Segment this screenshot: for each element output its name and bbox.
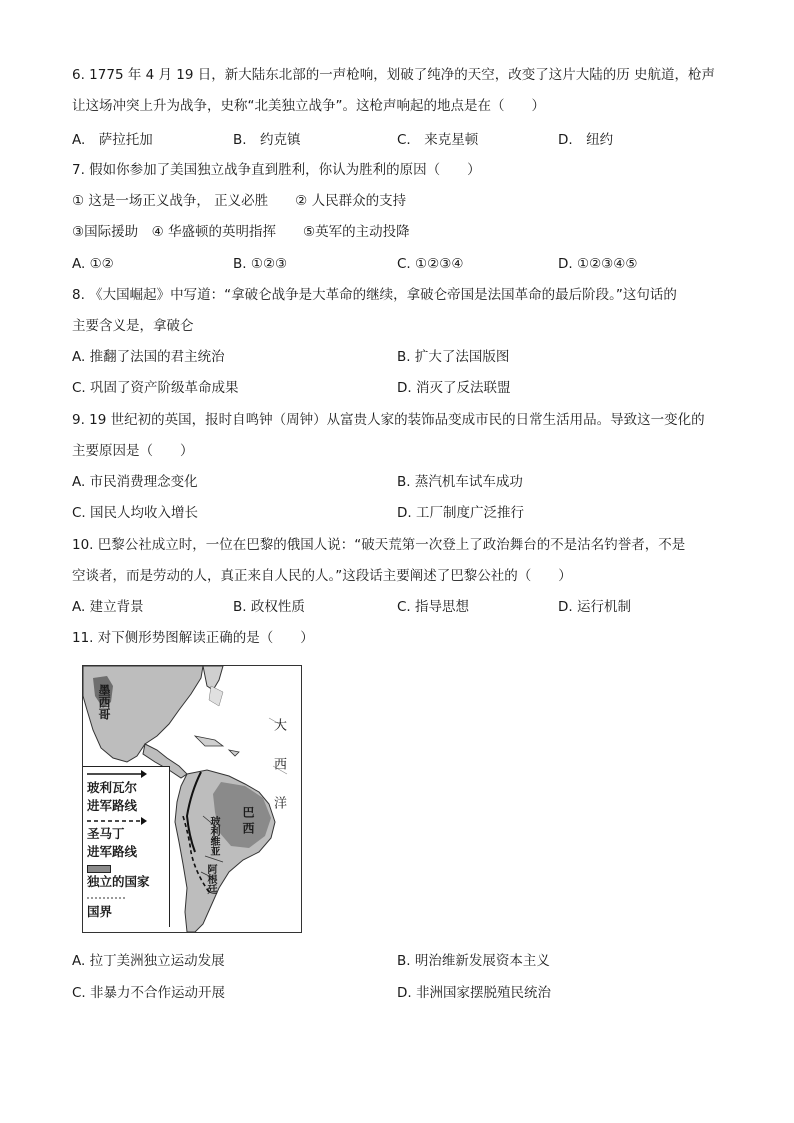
legend-border-label: 国界: [87, 904, 113, 919]
q8-option-b[interactable]: B. 扩大了法国版图: [397, 349, 510, 365]
q10-option-c[interactable]: C. 指导思想: [397, 599, 470, 615]
map-legend: [83, 766, 170, 927]
q8-stem-line1: 8. 《大国崛起》中写道：“拿破仑战争是大革命的继续，拿破仑帝国是法国革命的最后阶段。”这句话的: [72, 287, 677, 303]
q8-options-row2: [72, 379, 732, 397]
q10-option-a[interactable]: A. 建立背景: [72, 599, 144, 615]
q6-option-c[interactable]: C. 来克星顿: [397, 132, 479, 148]
q10-options: [72, 598, 732, 616]
independent-country-swatch-icon: [87, 865, 111, 873]
bolivar-route-arrow-icon: [87, 770, 147, 778]
q9-options-row2: [72, 504, 732, 522]
q8-options-row1: [72, 348, 732, 366]
q9-options-row1: [72, 473, 732, 491]
q9-stem-line1: 9. 19 世纪初的英国，报时自鸣钟（周钟）从富贵人家的装饰品变成市民的日常生活用品。导致这一变化的: [72, 412, 705, 428]
q11-stem: 11. 对下侧形势图解读正确的是（ ）: [72, 630, 314, 646]
q11-option-c[interactable]: C. 非暴力不合作运动开展: [72, 985, 226, 1001]
q8-option-d[interactable]: D. 消灭了反法联盟: [397, 380, 511, 396]
q9-option-b[interactable]: B. 蒸汽机车试车成功: [397, 474, 523, 490]
q6-options: [72, 131, 732, 149]
q6-option-d[interactable]: D. 纽约: [558, 132, 614, 148]
q6-option-a[interactable]: A. 萨拉托加: [72, 132, 153, 148]
q7-stem-line3: ③国际援助 ④ 华盛顿的英明指挥 ⑤英军的主动投降: [72, 224, 410, 240]
q9-option-d[interactable]: D. 工厂制度广泛推行: [397, 505, 524, 521]
q7-stem-line2: ① 这是一场正义战争， 正义必胜 ② 人民群众的支持: [72, 193, 407, 209]
q6-stem-line2: 让这场冲突上升为战争，史称“北美独立战争”。这枪声响起的地点是在（ ）: [72, 98, 545, 114]
q10-option-b[interactable]: B. 政权性质: [233, 599, 305, 615]
legend-bolivar-label1: 玻利瓦尔: [87, 780, 138, 795]
q10-option-d[interactable]: D. 运行机制: [558, 599, 631, 615]
san-martin-route-arrow-icon: [87, 817, 147, 825]
legend-independent-label: 独立的国家: [87, 874, 150, 889]
legend-san-martin-label1: 圣马丁: [87, 826, 125, 841]
latin-america-map: [82, 665, 302, 933]
q8-option-c[interactable]: C. 巩固了资产阶级革命成果: [72, 380, 239, 396]
q11-option-b[interactable]: B. 明治维新发展资本主义: [397, 953, 550, 969]
q10-stem-line1: 10. 巴黎公社成立时，一位在巴黎的俄国人说：“破天荒第一次登上了政治舞台的不是沽名钓誉者，不是: [72, 537, 686, 553]
q7-option-d[interactable]: D. ①②③④⑤: [558, 256, 638, 272]
q8-option-a[interactable]: A. 推翻了法国的君主统治: [72, 349, 225, 365]
q11-options-row2: [72, 984, 732, 1002]
q7-option-c[interactable]: C. ①②③④: [397, 256, 464, 272]
q8-stem-line2: 主要含义是，拿破仑: [72, 318, 194, 334]
map-label-argentina: 阿根廷: [205, 864, 216, 894]
map-label-bolivia: 玻利维亚: [208, 816, 219, 856]
map-label-mexico: 墨西哥: [97, 684, 111, 720]
q6-stem-line1: 6. 1775 年 4 月 19 日，新大陆东北部的一声枪响，划破了纯净的天空，改变了这片大陆的历 史航道，枪声: [72, 67, 716, 83]
q7-options: [72, 255, 732, 273]
q7-stem-line1: 7. 假如你参加了美国独立战争直到胜利，你认为胜利的原因（ ）: [72, 162, 481, 178]
q11-option-d[interactable]: D. 非洲国家摆脱殖民统治: [397, 985, 551, 1001]
q9-stem-line2: 主要原因是（ ）: [72, 443, 194, 459]
q7-option-a[interactable]: A. ①②: [72, 256, 114, 272]
q7-option-b[interactable]: B. ①②③: [233, 256, 288, 272]
border-line-icon: [87, 895, 127, 901]
q11-options-row1: [72, 952, 732, 970]
map-label-brazil: 巴西: [241, 806, 255, 838]
q9-option-a[interactable]: A. 市民消费理念变化: [72, 474, 198, 490]
map-label-atlantic: 大西洋: [271, 718, 286, 835]
q11-option-a[interactable]: A. 拉丁美洲独立运动发展: [72, 953, 225, 969]
q10-stem-line2: 空谈者，而是劳动的人，真正来自人民的人。”这段话主要阐述了巴黎公社的（ ）: [72, 568, 572, 584]
legend-san-martin-label2: 进军路线: [87, 844, 138, 859]
legend-bolivar-label2: 进军路线: [87, 798, 138, 813]
q6-option-b[interactable]: B. 约克镇: [233, 132, 301, 148]
q9-option-c[interactable]: C. 国民人均收入增长: [72, 505, 199, 521]
